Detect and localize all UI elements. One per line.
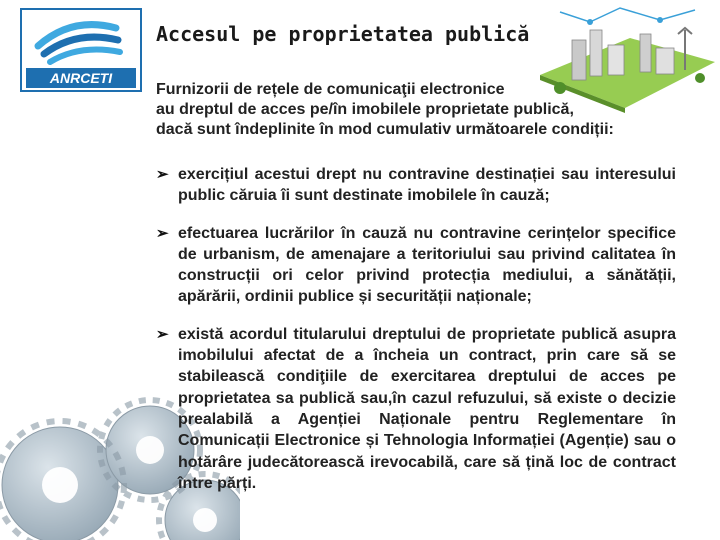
conditions-list	[156, 164, 676, 494]
list-item	[156, 223, 676, 308]
anrceti-logo	[20, 8, 142, 92]
arrowhead-bullet-icon: ➢	[156, 325, 169, 343]
intro-paragraph	[156, 80, 676, 140]
page-title: Accesul pe proprietatea publică	[156, 22, 530, 46]
list-item	[156, 164, 676, 207]
arrowhead-bullet-icon: ➢	[156, 224, 169, 242]
intro-line: au dreptul de acces pe/în imobilele proprietate publică,	[156, 101, 574, 118]
list-item-text: efectuarea lucrărilor în cauză nu contravine cerințelor specifice de urbanism, de amenajare a teritoriului sau privind calitatea în construcții ori celor privind protecția mediului, a sănătății, apărării, ordinii publice și securității naționale;	[178, 224, 676, 306]
list-item-text: există acordul titularului dreptului de proprietate publică asupra imobilului afectat de a încheia un contract, prin care să se stabilească condiţiile de exercitarea dreptului de acces pe proprietatea sa publică sau,în cazul refuzului, să existe o decizie prealabilă a Agenției Naționale pentru Reglementare în Comunicații Electronice și Tehnologia Informației (Agenție) sau o hotărâre judecătorească irevocabilă, care să țină loc de contract între părți.	[178, 325, 676, 492]
intro-line: dacă sunt îndeplinite în mod cumulativ următoarele condiții:	[156, 121, 614, 138]
logo-text: ANRCETI	[49, 70, 113, 86]
intro-line: Furnizorii de rețele de comunicaţii electronice	[156, 81, 505, 98]
list-item-text: exercițiul acestui drept nu contravine destinației sau interesului public căruia îi sunt destinate imobilele în cauză;	[178, 166, 676, 205]
arrowhead-bullet-icon: ➢	[156, 166, 169, 183]
list-item	[156, 324, 676, 494]
